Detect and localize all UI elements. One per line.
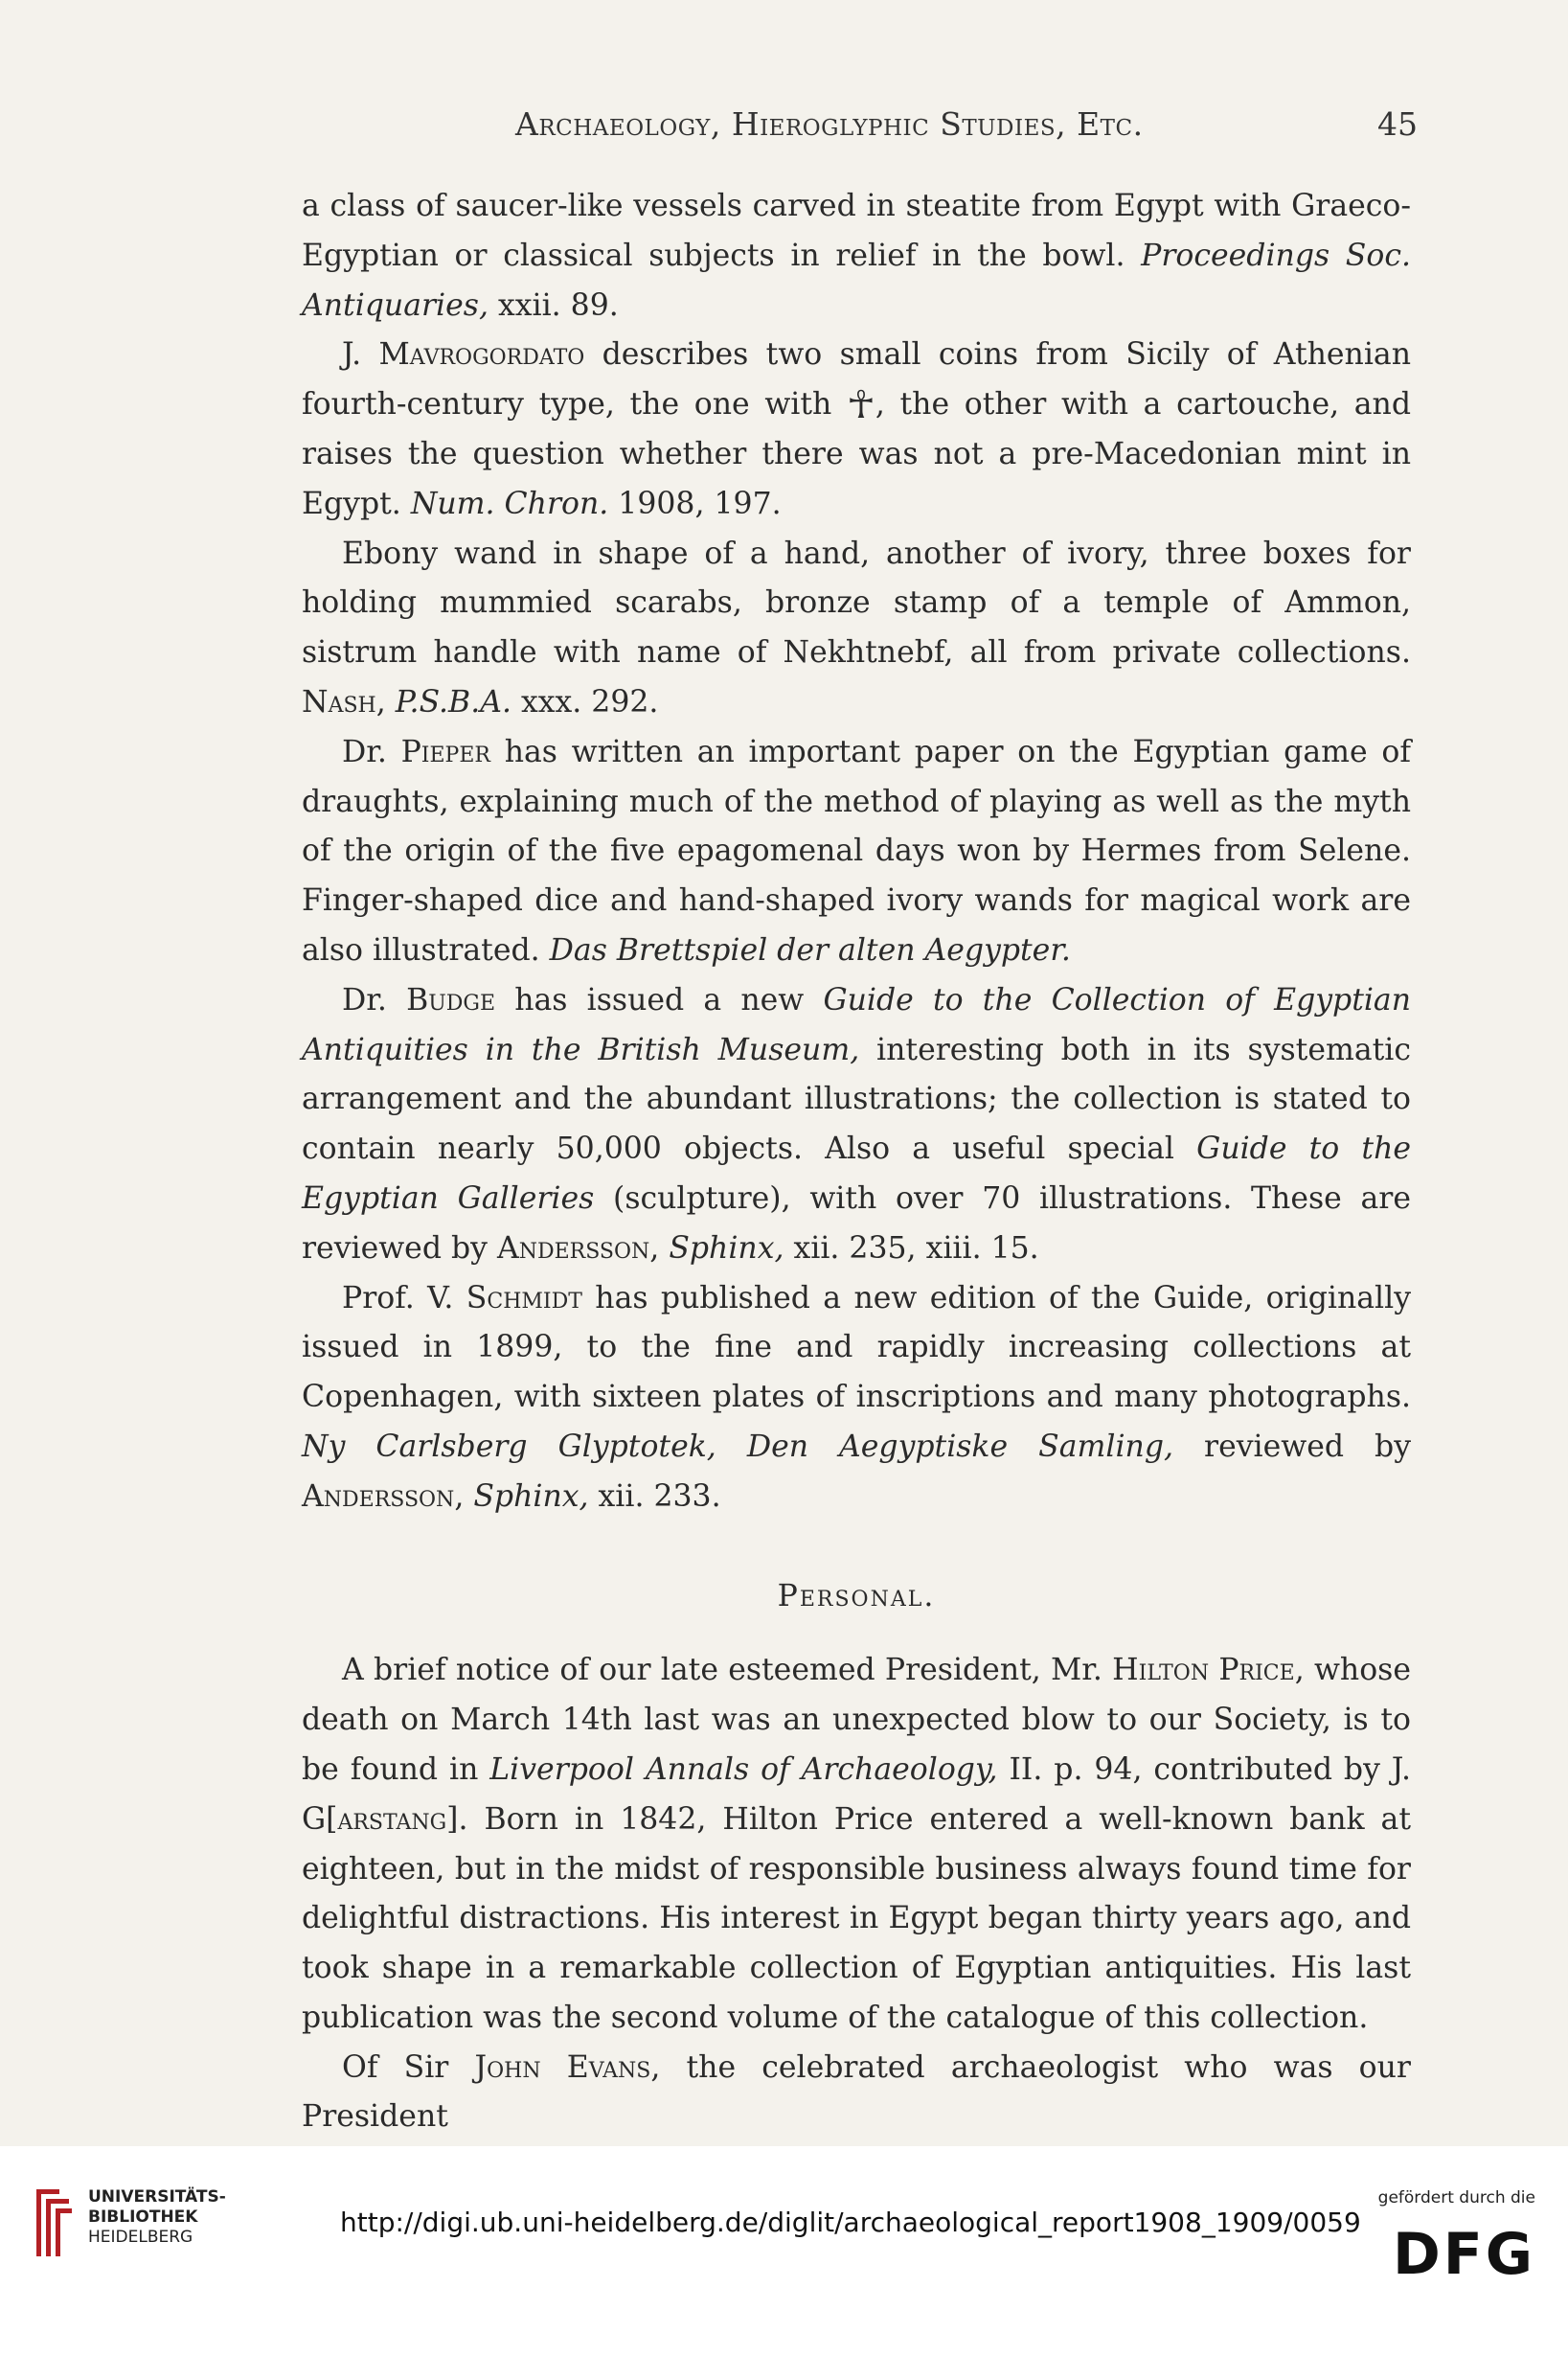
paragraph-schmidt xyxy=(302,1274,1411,1522)
citation: Das Brettspiel der alten Aegypter. xyxy=(549,932,1071,968)
source-url-link[interactable]: http://digi.ub.uni-heidelberg.de/diglit/archaeological_report1908_1909/0059 xyxy=(340,2207,1361,2238)
library-name-line: HEIDELBERG xyxy=(88,2228,193,2247)
text-run: 1908, 197. xyxy=(608,486,782,521)
paragraph-saucer-vessels xyxy=(302,182,1411,331)
text-run: has published a new edition of the Guide, originally issued in 1899, to the fine and rapidly increasing collections at Copenhagen, with sixteen plates of inscriptions and many photographs. xyxy=(302,1280,1412,1415)
paragraph-pieper xyxy=(302,728,1411,976)
paragraph-hilton-price xyxy=(302,1646,1411,2043)
text-run: a class of saucer-like vessels carved in steatite from Egypt with Graeco-Egyptian or classical subjects in relief in the bowl. xyxy=(302,189,1411,273)
person-name: John Evans xyxy=(474,2049,651,2085)
body-text xyxy=(302,182,1411,2142)
citation: Num. Chron. xyxy=(410,486,609,521)
text-run: , xyxy=(649,1230,670,1266)
text-run: reviewed by xyxy=(1173,1429,1411,1464)
author-name: Andersson xyxy=(302,1478,455,1514)
author-name: Nash xyxy=(302,684,376,720)
text-run: Dr. xyxy=(342,734,401,769)
text-run: xxii. 89. xyxy=(488,287,619,323)
author-name: Andersson xyxy=(496,1230,650,1266)
author-name: Schmidt xyxy=(466,1280,582,1315)
running-title: Archaeology, Hieroglyphic Studies, Etc. xyxy=(515,105,1144,143)
citation: Sphinx, xyxy=(669,1230,784,1266)
hieroglyph-sign: ☥ xyxy=(846,383,875,428)
page-number: 45 xyxy=(1377,105,1418,143)
text-run: xii. 233. xyxy=(588,1478,721,1514)
text-run: , xyxy=(454,1478,474,1514)
text-run: Prof. V. xyxy=(342,1280,466,1315)
text-run: xxx. 292. xyxy=(511,684,659,720)
text-run: (sculpture), with over 70 illustrations. These are reviewed by xyxy=(302,1180,1411,1266)
citation: Liverpool Annals of Archaeology, xyxy=(489,1751,998,1787)
funded-by-text: gefördert durch die xyxy=(1377,2188,1535,2207)
paragraph-john-evans xyxy=(302,2044,1411,2143)
library-logo-icon xyxy=(29,2184,77,2261)
person-name: Hilton Price xyxy=(1112,1653,1295,1688)
digitization-footer xyxy=(0,2146,1568,2356)
author-name: Budge xyxy=(406,982,496,1018)
paragraph-budge xyxy=(302,976,1411,1274)
text-run: , the celebrated archaeologist who was our President xyxy=(302,2049,1411,2135)
paragraph-ebony-wand xyxy=(302,530,1411,728)
text-run: interesting both in its systematic arrangement and the abundant illustrations; the collection is stated to contain nearly 50,000 objects. Also a useful special xyxy=(302,1032,1411,1167)
text-run: Ebony wand in shape of a hand, another of ivory, three boxes for holding mummied scarabs, bronze stamp of a temple of Ammon, sistrum handle with name of Nekhtnebf, all from private collections. xyxy=(302,536,1411,671)
text-run: Of Sir xyxy=(342,2049,475,2085)
citation: Ny Carlsberg Glyptotek, Den Aegyptiske Samling, xyxy=(302,1429,1174,1464)
text-run: J. xyxy=(342,337,379,373)
text-run: describes two small coins from Sicily of Athenian fourth-century type, the one with xyxy=(302,337,1411,423)
citation: Proceedings Soc. Antiquaries, xyxy=(302,238,1411,323)
author-name: Mavrogordato xyxy=(378,337,585,373)
section-heading-personal: Personal. xyxy=(777,1578,936,1613)
author-name: arstang xyxy=(337,1801,447,1837)
author-name: Pieper xyxy=(400,734,490,769)
text-run: A brief notice of our late esteemed President, Mr. xyxy=(342,1653,1113,1688)
text-run: , the other with a cartouche, and raises the question whether there was not a pre-Macedonian mint in Egypt. xyxy=(302,387,1411,521)
text-run: has written an important paper on the Egyptian game of draughts, explaining much of the method of playing as well as the myth of the origin of the five epagomenal days won by Hermes from Selene. Finger-shaped dice and hand-shaped ivory wands for magical work are also illustrated. xyxy=(302,734,1411,968)
citation: Sphinx, xyxy=(473,1478,589,1514)
text-run: II. p. 94, contributed by J. G[ xyxy=(302,1751,1411,1837)
library-name xyxy=(88,2187,226,2248)
paragraph-mavrogordato xyxy=(302,331,1411,529)
text-run: ]. Born in 1842, Hilton Price entered a well-known bank at eighteen, but in the midst of responsible business always found time for delightful distractions. His interest in Egypt began thirty years ago, and took shape in a remarkable collection of Egyptian antiquities. His last publication was the second volume of the catalogue of this collection. xyxy=(302,1801,1411,2035)
text-run: , xyxy=(375,684,396,720)
citation: Guide to the Collection of Egyptian Antiquities in the British Museum, xyxy=(302,982,1411,1067)
text-run: , whose death on March 14th last was an unexpected blow to our Society, is to be found in xyxy=(302,1653,1411,1787)
text-run: xii. 235, xiii. 15. xyxy=(784,1230,1039,1266)
library-name-line: UNIVERSITÄTS- xyxy=(88,2187,226,2207)
text-run: Dr. xyxy=(342,982,407,1018)
library-name-line: BIBLIOTHEK xyxy=(88,2207,198,2227)
text-run: has issued a new xyxy=(495,982,824,1018)
dfg-logo: DFG xyxy=(1392,2221,1535,2288)
citation: Guide to the Egyptian Galleries xyxy=(302,1132,1411,1216)
citation: P.S.B.A. xyxy=(395,684,511,720)
